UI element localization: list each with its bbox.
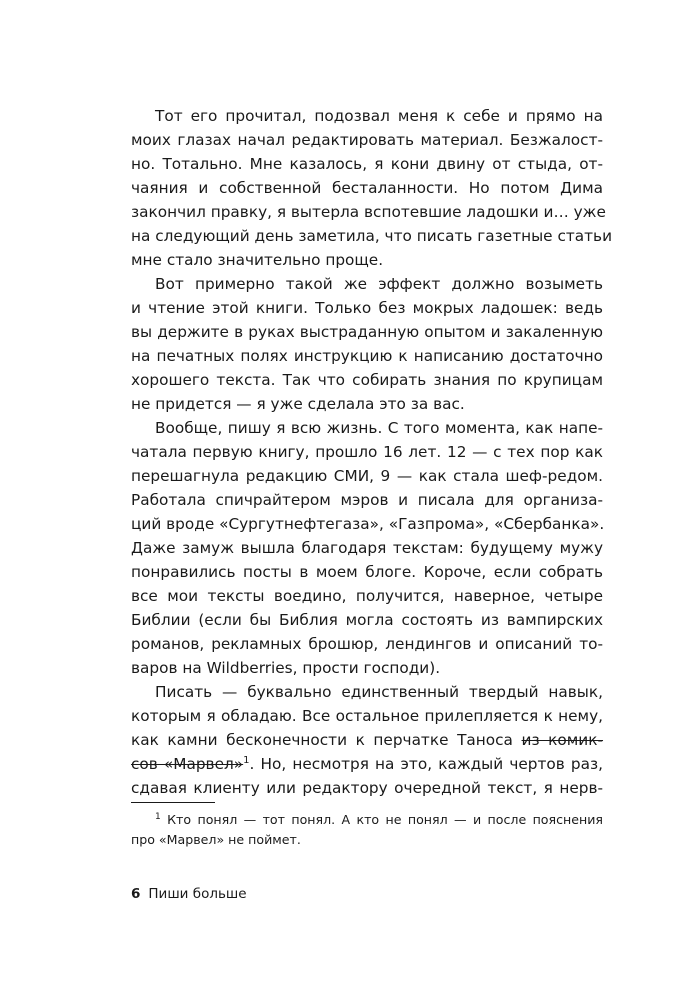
text-line: Библии (если бы Библия могла состоять из вампирских xyxy=(131,611,603,629)
text-line: Вот примерно такой же эффект должно возыметь xyxy=(155,275,603,293)
text-line: чаяния и собственной бесталанности. Но потом Дима xyxy=(131,179,603,197)
text-line-28 xyxy=(131,752,603,776)
footnote-reference[interactable]: 1 xyxy=(243,754,250,766)
footnote-text: Кто понял — тот понял. А кто не понял — и после пояснения xyxy=(160,812,603,827)
footnote-line-2: про «Марвел» не поймет. xyxy=(131,832,301,847)
strikethrough-text: сов «Марвел» xyxy=(131,755,244,773)
footnote-number: 1 xyxy=(155,811,161,822)
strikethrough-text: из комик- xyxy=(521,731,604,749)
text-line-27 xyxy=(131,728,603,752)
text-line: Работала спичрайтером мэров и писала для организа- xyxy=(131,491,603,509)
book-title: Пиши больше xyxy=(148,886,247,902)
text-line-27-start: как камни бесконечности к перчатке Таноса xyxy=(131,731,522,749)
text-line: но. Тотально. Мне казалось, я кони двину от стыда, от- xyxy=(131,155,603,173)
text-line: Тот его прочитал, подозвал меня к себе и прямо на xyxy=(155,107,603,125)
text-line: чатала первую книгу, прошло 16 лет. 12 — с тех пор как xyxy=(131,443,603,461)
running-footer xyxy=(131,884,247,904)
text-line: Писать — буквально единственный твердый навык, xyxy=(155,683,603,701)
body-text xyxy=(131,104,613,728)
text-line: понравились посты в моем блоге. Короче, если собрать xyxy=(131,563,603,581)
page-number: 6 xyxy=(131,886,141,902)
text-line: вы держите в руках выстраданную опытом и закаленную xyxy=(131,323,603,341)
text-line: которым я обладаю. Все остальное прилепляется к нему, xyxy=(131,707,603,725)
text-line: все мои тексты воедино, получится, наверное, четыре xyxy=(131,587,603,605)
footnote xyxy=(131,810,603,850)
text-line: моих глазах начал редактировать материал. Безжалост- xyxy=(131,131,603,149)
text-line: перешагнула редакцию СМИ, 9 — как стала шеф-редом. xyxy=(131,467,603,485)
text-line: мне стало значительно проще. xyxy=(131,251,384,269)
text-line: Даже замуж вышла благодаря текстам: будущему мужу xyxy=(131,539,603,557)
text-line: хорошего текста. Так что собирать знания по крупицам xyxy=(131,371,603,389)
body-text-tail xyxy=(131,728,603,800)
footnote-line-1 xyxy=(131,810,603,830)
text-line: Вообще, пишу я всю жизнь. С того момента, как напе- xyxy=(155,419,603,437)
text-line: не придется — я уже сделала это за вас. xyxy=(131,395,465,413)
text-line: закончил правку, я вытерла вспотевшие ладошки и… уже xyxy=(131,203,606,221)
text-line: и чтение этой книги. Только без мокрых ладошек: ведь xyxy=(131,299,603,317)
footnote-divider xyxy=(131,802,215,803)
text-line: варов на Wildberries, прости господи). xyxy=(131,659,441,677)
text-line-29: сдавая клиенту или редактору очередной текст, я нерв- xyxy=(131,779,603,797)
text-line: ций вроде «Сургутнефтегаза», «Газпрома», «Сбербанка». xyxy=(131,515,605,533)
text-line: на печатных полях инструкцию к написанию достаточно xyxy=(131,347,603,365)
text-line-28-end: . Но, несмотря на это, каждый чертов раз, xyxy=(249,755,603,773)
text-line: романов, рекламных брошюр, лендингов и описаний то- xyxy=(131,635,603,653)
text-line: на следующий день заметила, что писать газетные статьи xyxy=(131,227,613,245)
